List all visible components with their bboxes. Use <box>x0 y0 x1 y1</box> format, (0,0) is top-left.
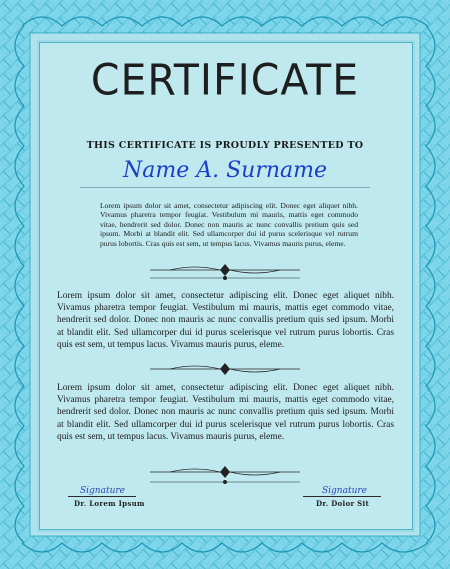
presented-to-line: THIS CERTIFICATE IS PROUDLY PRESENTED TO <box>86 140 364 151</box>
left-signer-label: Dr. Lorem Ipsum <box>74 499 145 508</box>
ornament-divider-5 <box>150 476 300 488</box>
body-paragraph-2: Lorem ipsum dolor sit amet, consectetur adipiscing elit. Donec eget aliquet nibh. Vivamus pharetra tempor feugiat. Vestibulum mi mauris, mattis eget commodo vitae, hendrerit sed dolor. Donec non mauris ac nunc convallis pretium quis sed ipsum. Morbi at blandit elit. Sed ullamcorper dui id purus scelerisque vel rutrum purus lobortis. Cras quis est sem, ut tempus lacus. Vivamus mauris purus, eleme. <box>57 291 394 350</box>
left-signature-line <box>68 496 136 497</box>
body-paragraph-1: Lorem ipsum dolor sit amet, consectetur adipiscing elit. Donec eget aliquet nibh. Vivamus pharetra tempor feugiat. Vestibulum mi mauris, mattis eget commodo vitae, hendrerit sed dolor. Donec non mauris ac nunc convallis pretium quis sed ipsum. Morbi at blandit elit. Sed ullamcorper dui id purus scelerisque vel rutrum purus lobortis. Cras quis est sem, ut tempus lacus. Vivamus mauris purus, eleme. <box>100 201 358 248</box>
left-signature: Signature <box>80 486 126 496</box>
certificate-panel <box>39 42 413 530</box>
right-signer-label: Dr. Dolor Sit <box>316 499 370 508</box>
name-underline <box>80 187 370 188</box>
ornament-divider-3 <box>150 363 300 375</box>
right-signature: Signature <box>322 486 368 496</box>
body-paragraph-3: Lorem ipsum dolor sit amet, consectetur adipiscing elit. Donec eget aliquet nibh. Vivamus pharetra tempor feugiat. Vestibulum mi mauris, mattis eget commodo vitae, hendrerit sed dolor. Donec non mauris ac nunc convallis pretium quis sed ipsum. Morbi at blandit elit. Sed ullamcorper dui id purus scelerisque vel rutrum purus lobortis. Cras quis est sem, ut tempus lacus. Vivamus mauris purus, eleme. <box>57 383 394 442</box>
certificate-title: CERTIFICATE <box>90 54 360 106</box>
ornament-divider-2 <box>150 272 300 284</box>
recipient-name: Name A. Surname <box>122 158 328 183</box>
right-signature-line <box>303 496 381 497</box>
